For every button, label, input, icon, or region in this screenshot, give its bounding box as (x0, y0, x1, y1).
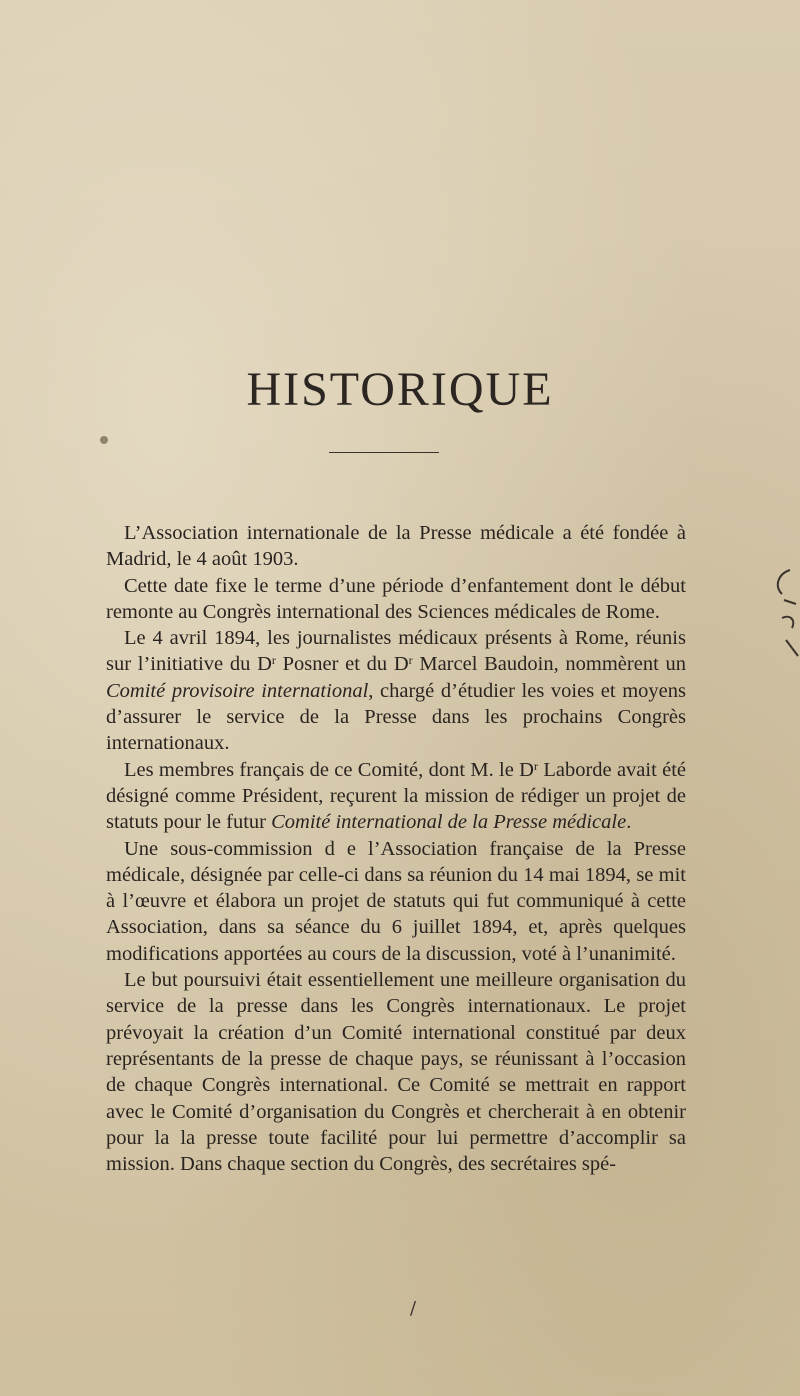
page-title: HISTORIQUE (246, 363, 554, 416)
text-run: Laborde avait été désigné comme Président, reçurent la mission de rédiger un projet de statuts pour le futur (106, 758, 687, 834)
text-run: L’Association internationale de la Presse médicale a été fondée à Madrid, le 4 août 1903. (106, 522, 686, 571)
paragraph (106, 520, 686, 573)
paragraph (106, 625, 686, 756)
paragraph (106, 757, 686, 836)
text-run: Les membres français de ce Comité, dont M. le D (124, 758, 534, 781)
text-run: r (271, 653, 276, 668)
page-mark: / (410, 1298, 417, 1319)
text-run: . (626, 811, 632, 834)
title-rule (329, 452, 439, 453)
text-run: , chargé d’étudier les voies et moyens d’assurer le service de la Presse dans les prochains Congrès internationaux. (106, 679, 687, 755)
text-run: Le but poursuivi était essentiellement une meilleure organisation du service de la presse dans les Congrès internationaux. Le projet prévoyait la création d’un Comité international constitué par deux représentants de la presse de chaque pays, se réunissant à l’occasion de chaque Congrès international. Ce Comité se mettrait en rapport avec le Comité d’organisation du Congrès et chercherait à en obtenir pour la la presse toute facilité pour lui permettre d’accomplir sa mission. Dans chaque section du Congrès, des secrétaires spé- (106, 969, 686, 1176)
paragraph (106, 967, 686, 1177)
text-run: Comité international de la Presse médicale (271, 811, 627, 834)
body-text (106, 520, 686, 1177)
text-run: Le 4 avril 1894, les journalistes médicaux présents à Rome, réunis sur l’initiative du D (106, 627, 686, 676)
text-run: Cette date fixe le terme d’une période d’enfantement dont le début remonte au Congrès international des Sciences médicales de Rome. (106, 574, 686, 623)
text-run: Comité provisoire international (106, 679, 369, 702)
text-run: r (534, 758, 538, 773)
text-run: Posner et du D (275, 653, 409, 676)
text-run: r (408, 653, 413, 668)
ink-stain (100, 436, 108, 444)
text-run: Une sous-commission d e l’Association française de la Presse médicale, désignée par celle-ci dans sa réunion du 14 mai 1894, se mit à l’œuvre et élabora un projet de statuts qui fut communiqué à cette Association, dans sa séance du 6 juillet 1894, et, après quelques modifications apportées au cours de la discussion, voté à l’unanimité. (106, 837, 686, 965)
margin-scribble (760, 560, 800, 680)
paragraph (106, 836, 686, 967)
text-run: Marcel Baudoin, nommèrent un (412, 653, 686, 676)
paragraph (106, 573, 686, 626)
